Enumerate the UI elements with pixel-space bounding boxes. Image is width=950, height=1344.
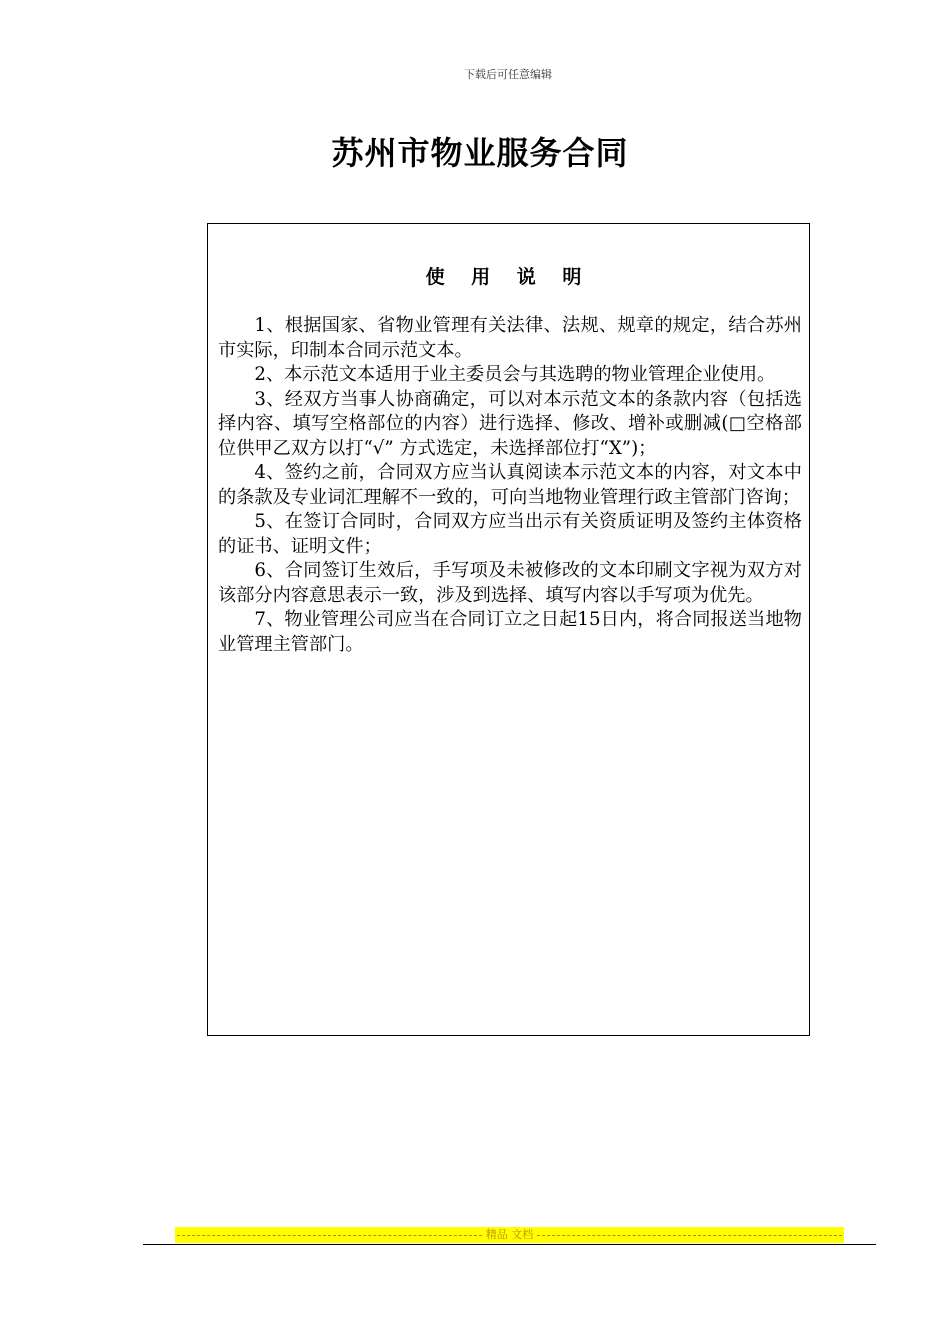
instructions-heading: 使 用 说 明	[425, 266, 592, 288]
instruction-item-3: 3、经双方当事人协商确定，可以对本示范文本的条款内容（包括选择内容、填写空格部位的内容）进行选择、修改、增补或删减(□空格部位供甲乙双方以打“√” 方式选定，未选择部位打“X”)；	[218, 388, 802, 459]
instruction-item-4: 4、签约之前，合同双方应当认真阅读本示范文本的内容，对文本中的条款及专业词汇理解不一致的，可向当地物业管理行政主管部门咨询；	[218, 462, 802, 508]
footer-label: 精品 文档	[485, 1228, 534, 1241]
footer-dash-left	[177, 1235, 482, 1236]
footer-rule	[143, 1244, 876, 1245]
instruction-item-2: 2、本示范文本适用于业主委员会与其选聘的物业管理企业使用。	[254, 364, 776, 385]
instruction-item-1: 1、根据国家、省物业管理有关法律、法规、规章的规定，结合苏州市实际，印制本合同示范文本。	[218, 315, 802, 361]
instruction-item-6: 6、合同签订生效后，手写项及未被修改的文本印刷文字视为双方对该部分内容意思表示一致，涉及到选择、填写内容以手写项为优先。	[218, 560, 802, 606]
instruction-item-5: 5、在签订合同时，合同双方应当出示有关资质证明及签约主体资格的证书、证明文件；	[218, 511, 802, 557]
instructions-list	[218, 314, 802, 657]
instruction-item-7: 7、物业管理公司应当在合同订立之日起15日内，将合同报送当地物业管理主管部门。	[218, 609, 802, 655]
document-title: 苏州市物业服务合同	[331, 134, 629, 172]
header-note: 下载后可任意编辑	[464, 68, 552, 81]
footer-band	[175, 1227, 844, 1243]
footer-dash-right	[537, 1235, 842, 1236]
